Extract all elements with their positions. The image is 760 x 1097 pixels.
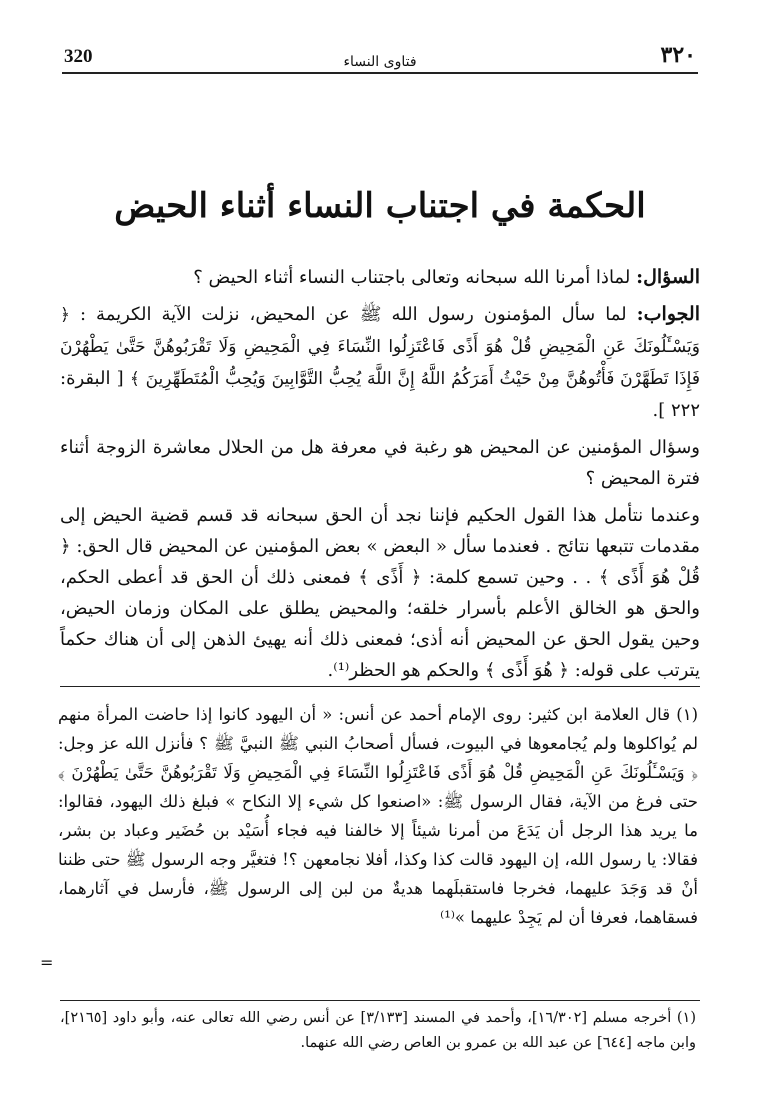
footnote-2-divider [60, 1000, 700, 1001]
paragraph-2: وسؤال المؤمنين عن المحيض هو رغبة في معرفة هل من الحلال معاشرة الزوجة أثناء فترة المحيض ؟ [60, 437, 700, 489]
verse-reference: [ البقرة: ٢٢٢ ]. [60, 368, 700, 421]
footnote-2 [60, 1006, 696, 1056]
article-title: الحكمة في اجتناب النساء أثناء الحيض [114, 186, 646, 226]
footnote-1-text: (١) قال العلامة ابن كثير: روى الإمام أحمد عن أنس: « أن اليهود كانوا إذا حاضت المرأة منهم لم يُواكلوها ولم يُجامعوها في البيوت، فسأل أصحابُ النبي ﷺ النبيَّ ﷺ ؟ فأنزل الله عز وجل: ﴿ وَيَسْـَٔلُونَكَ عَنِ الْمَحِيضِ قُلْ هُوَ أَذًى فَاعْتَزِلُوا النِّسَاءَ فِي الْمَحِيضِ وَلَا تَقْرَبُوهُنَّ حَتَّىٰ يَطْهُرْنَ ﴾ حتى فرغ من الآية، فقال الرسول ﷺ: «اصنعوا كل شيء إلا النكاح » فبلغ ذلك اليهود، فقالوا: ما يريد هذا الرجل أن يَدَعَ من أمرنا شيئاً إلا خالفنا فيه فجاء أُسَيْد بن حُضَير وعباد بن بشر، فقالا: يا رسول الله، إن اليهود قالت كذا وكذا، أفلا نجامعهن ؟! فتغيَّر وجه الرسول ﷺ حتى ظننا أنْ قد وَجَدَ عليهما، فخرجا فاستقبلَهما هديةٌ من لبن إلى الرسول ﷺ، فأرسل في آثارهما، فسقاهما، فعرفا أن لم يَجِدْ عليهما »⁽¹⁾ [58, 705, 698, 927]
continuation-mark: = [40, 953, 54, 972]
page-number-latin: 320 [64, 46, 93, 67]
running-title: فتاوى النساء [343, 54, 417, 70]
page-header [62, 42, 698, 74]
answer-intro: لما سأل المؤمنون رسول الله ﷺ عن المحيض، نزلت الآية الكريمة : [79, 304, 627, 325]
question-paragraph [60, 262, 700, 293]
footnote-1 [58, 700, 698, 932]
paragraph-3: وعندما نتأمل هذا القول الحكيم فإننا نجد أن الحق سبحانه قد قسم قضية الحيض إلى مقدمات تتبعها نتائج . فعندما سأل « البعض » بعض المؤمنين عن المحيض قال الحق: ﴿ قُلْ هُوَ أَذًى ﴾ . . وحين تسمع كلمة: ﴿ أَذًى ﴾ فمعنى ذلك أن الحق قد أعطى الحكم، والحق هو الخالق الأعلم بأسرار خلقه؛ والمحيض يطلق على المكان وزمان الحيض، وحين يقول الحق عن المحيض أنه أذى؛ فمعنى ذلك أنه يهيئ الذهن إلى أن هناك حكماً يترتب على قوله: ﴿ هُوَ أَذًى ﴾ والحكم هو الحظر⁽¹⁾. [60, 505, 700, 681]
footnote-2-text: (١) أخرجه مسلم [١٦/٣٠٢]، وأحمد في المسند [٣/١٣٣] عن أنس رضي الله تعالى عنه، وأبو داود [٢١٦٥]، وابن ماجه [٦٤٤] عن عبد الله بن عمرو بن العاص رضي الله عنهما. [60, 1010, 696, 1051]
article-body [60, 262, 700, 692]
question-text: لماذا أمرنا الله سبحانه وتعالى باجتناب النساء أثناء الحيض ؟ [193, 267, 631, 288]
footnote-divider [60, 686, 700, 687]
page-number-arabic: ٣٢٠ [660, 42, 696, 68]
answer-label: الجواب: [636, 303, 700, 325]
quran-verse: ﴿ وَيَسْـَٔلُونَكَ عَنِ الْمَحِيضِ قُلْ هُوَ أَذًى فَاعْتَزِلُوا النِّسَاءَ فِي الْمَحِيضِ وَلَا تَقْرَبُوهُنَّ حَتَّىٰ يَطْهُرْنَ فَإِذَا تَطَهَّرْنَ فَأْتُوهُنَّ مِنْ حَيْثُ أَمَرَكُمُ اللَّهُ إِنَّ اللَّهَ يُحِبُّ التَّوَّابِينَ وَيُحِبُّ الْمُتَطَهِّرِينَ ﴾ [60, 305, 700, 389]
question-label: السؤال: [636, 266, 700, 288]
answer-paragraph [60, 299, 700, 426]
